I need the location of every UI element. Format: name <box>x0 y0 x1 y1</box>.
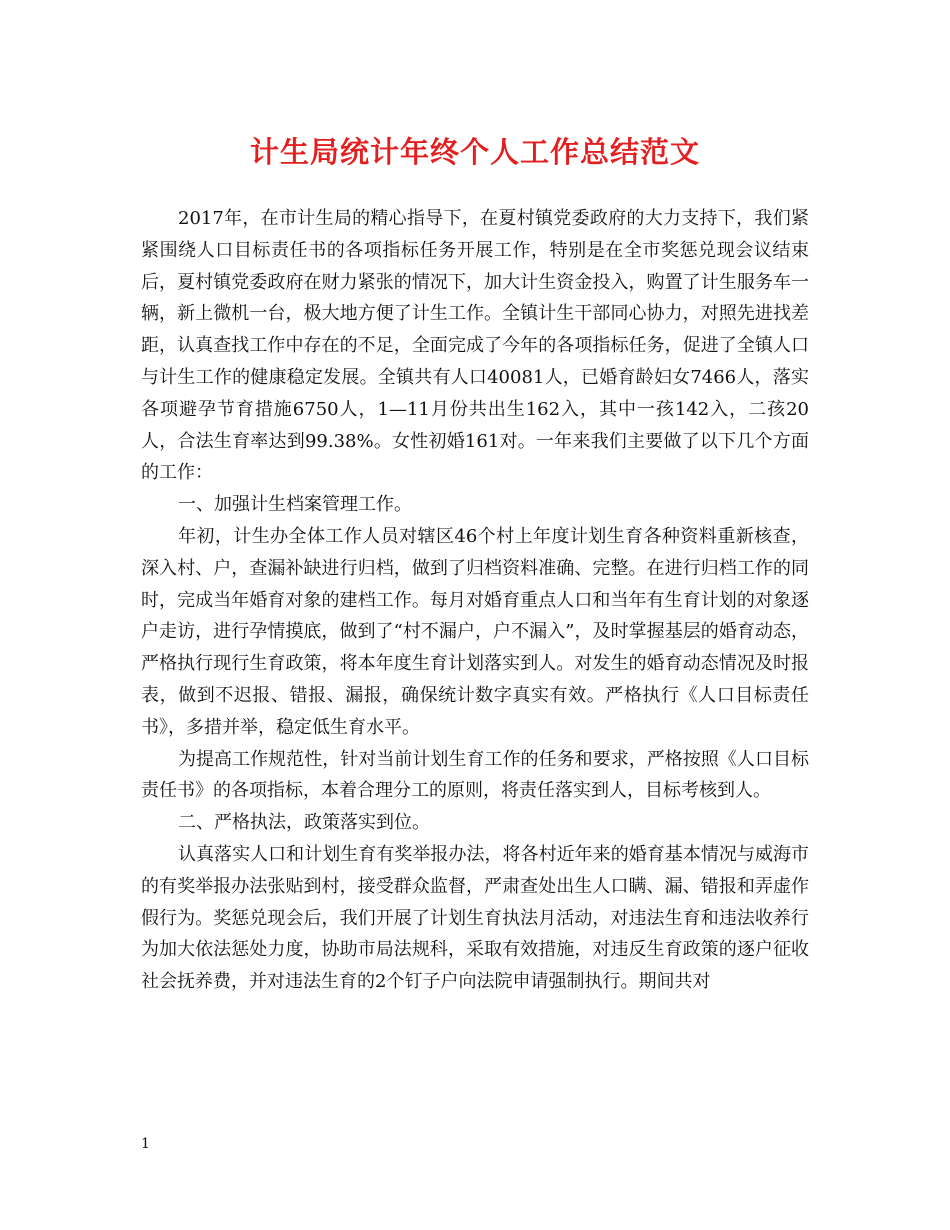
page-number: 1 <box>141 1136 150 1152</box>
paragraph-intro: 2017年，在市计生局的精心指导下，在夏村镇党委政府的大力支持下，我们紧紧围绕人口目标责任书的各项指标任务开展工作，特别是在全市奖惩兑现会议结束后，夏村镇党委政府在财力紧张的情况下，加大计生资金投入，购置了计生服务车一辆，新上微机一台，极大地方便了计生工作。全镇计生干部同心协力，对照先进找差距，认真查找工作中存在的不足，全面完成了今年的各项指标任务，促进了全镇人口与计生工作的健康稳定发展。全镇共有人口40081人，已婚育龄妇女7466人，落实各项避孕节育措施6750人，1—11月份共出生162入，其中一孩142入，二孩20人，合法生育率达到99.38%。女性初婚161对。一年来我们主要做了以下几个方面的工作： <box>141 208 809 484</box>
paragraph-archives: 年初，计生办全体工作人员对辖区46个村上年度计划生育各种资料重新核查，深入村、户，查漏补缺进行归档，做到了归档资料准确、完整。在进行归档工作的同时，完成当年婚育对象的建档工作。每月对婚育重点人口和当年有生育计划的对象逐户走访，进行孕情摸底，做到了“村不漏户，户不漏入”，及时掌握基层的婚育动态，严格执行现行生育政策，将本年度生育计划落实到人。对发生的婚育动态情况及时报表，做到不迟报、错报、漏报，确保统计数字真实有效。严格执行《人口目标责任书》，多措并举，稳定低生育水平。 <box>141 525 809 738</box>
paragraph-standardization: 为提高工作规范性，针对当前计划生育工作的任务和要求，严格按照《人口目标责任书》的各项指标，本着合理分工的原则，将责任落实到人，目标考核到人。 <box>141 748 809 802</box>
document-body <box>141 203 809 998</box>
section-heading-2: 二、严格执法，政策落实到位。 <box>178 812 430 834</box>
document-title: 计生局统计年终个人工作总结范文 <box>249 135 700 169</box>
section-heading-1: 一、加强计生档案管理工作。 <box>178 494 412 516</box>
paragraph-enforcement: 认真落实人口和计划生育有奖举报办法，将各村近年来的婚育基本情况与威海市的有奖举报办法张贴到村，接受群众监督，严肃查处出生人口瞒、漏、错报和弄虚作假行为。奖惩兑现会后，我们开展了计划生育执法月活动，对违法生育和违法收养行为加大依法惩处力度，协助市局法规科，采取有效措施，对违反生育政策的逐户征收社会抚养费，并对违法生育的2个钉子户向法院申请强制执行。期间共对 <box>141 843 809 993</box>
